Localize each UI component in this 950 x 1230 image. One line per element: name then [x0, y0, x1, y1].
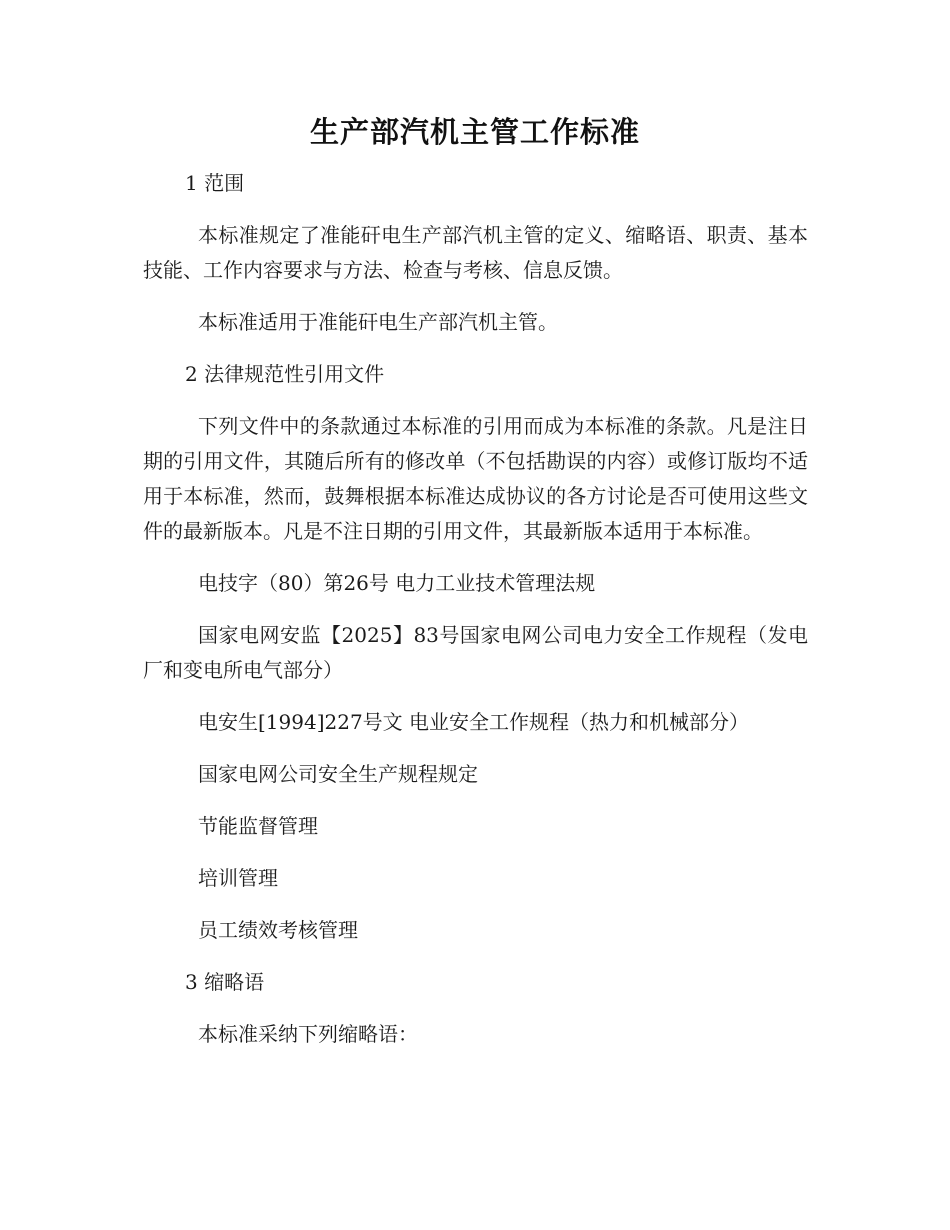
section-heading-references: 2 法律规范性引用文件	[185, 362, 385, 386]
reference-item: 国家电网安监【2025】83号国家电网公司电力安全工作规程（发电厂和变电所电气部分）	[143, 623, 808, 682]
document-title: 生产部汽机主管工作标准	[309, 115, 640, 149]
paragraph-abbreviations-intro: 本标准采纳下列缩略语：	[198, 1022, 418, 1046]
reference-item: 员工绩效考核管理	[198, 918, 358, 942]
section-heading-scope: 1 范围	[185, 171, 245, 195]
reference-item: 培训管理	[198, 866, 278, 890]
document-body	[143, 166, 808, 1069]
reference-item: 国家电网公司安全生产规程规定	[198, 762, 478, 786]
reference-item: 电技字（80）第26号 电力工业技术管理法规	[198, 571, 596, 595]
paragraph-references-intro: 下列文件中的条款通过本标准的引用而成为本标准的条款。凡是注日期的引用文件，其随后所有的修改单（不包括勘误的内容）或修订版均不适用于本标准，然而，鼓舞根据本标准达成协议的各方讨论是否可使用这些文件的最新版本。凡是不注日期的引用文件，其最新版本适用于本标准。	[143, 414, 808, 543]
paragraph-scope-definition: 本标准规定了准能矸电生产部汽机主管的定义、缩略语、职责、基本技能、工作内容要求与方法、检查与考核、信息反馈。	[143, 223, 808, 282]
reference-item: 电安生[1994]227号文 电业安全工作规程（热力和机械部分）	[198, 710, 750, 734]
reference-item: 节能监督管理	[198, 814, 318, 838]
paragraph-scope-applicability: 本标准适用于准能矸电生产部汽机主管。	[198, 310, 558, 334]
section-heading-abbreviations: 3 缩略语	[185, 970, 265, 994]
